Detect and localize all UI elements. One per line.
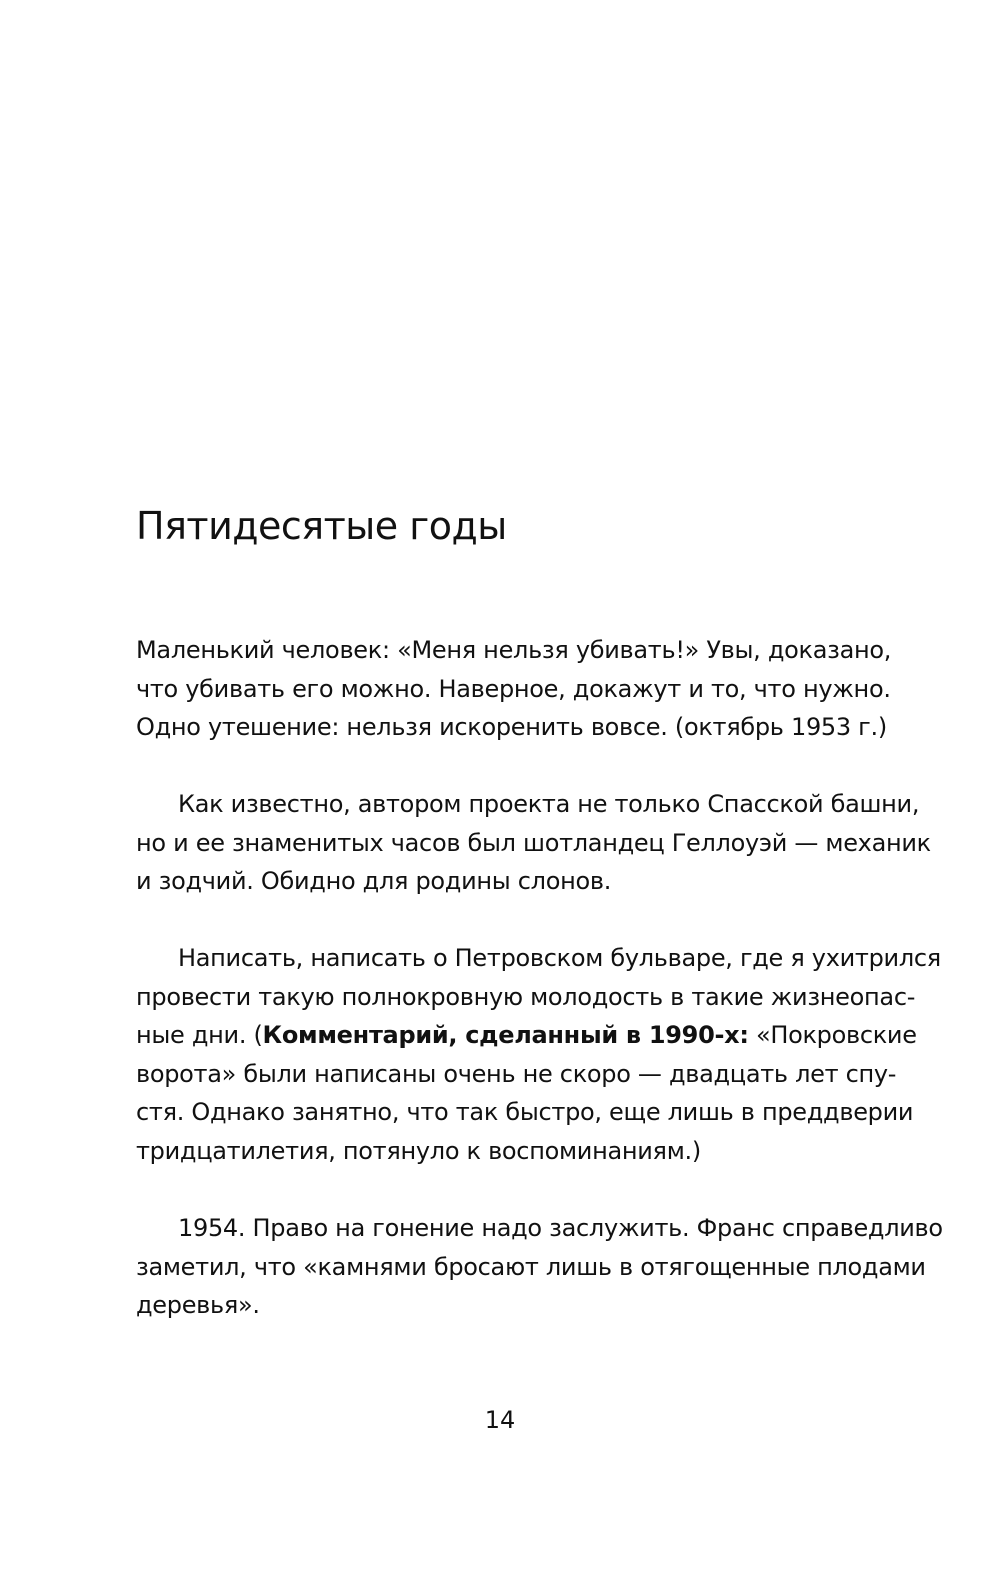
- paragraph-line: тридцатилетия, потянуло к воспоминаниям.): [136, 1136, 701, 1165]
- paragraph-line: ворота» были написаны очень не скоро — двадцать лет спу-: [136, 1059, 897, 1088]
- paragraph-line: что убивать его можно. Наверное, докажут и то, что нужно.: [136, 674, 891, 703]
- paragraph-line: Как известно, автором проекта не только Спасской башни,: [178, 790, 920, 818]
- paragraph-4: [136, 1209, 943, 1325]
- paragraph-3: [136, 939, 941, 1170]
- paragraph-line: Одно утешение: нельзя искоренить вовсе. (октябрь 1953 г.): [136, 713, 887, 741]
- page-number: 14: [484, 1406, 516, 1434]
- paragraph-line: но и ее знаменитых часов был шотландец Геллоуэй — механик: [136, 828, 931, 857]
- paragraph-line: 1954. Право на гонение надо заслужить. Франс справедливо: [178, 1214, 943, 1242]
- paragraph-2: [136, 785, 931, 901]
- paragraph-line: стя. Однако занятно, что так быстро, еще лишь в преддверии: [136, 1098, 914, 1126]
- paragraph-line: провести такую полнокровную молодость в такие жизнеопас-: [136, 982, 916, 1011]
- paragraph-line: Маленький человек: «Меня нельзя убивать!» Увы, доказано,: [136, 636, 892, 664]
- paragraph-line: Написать, написать о Петровском бульваре, где я ухитрился: [178, 944, 941, 972]
- paragraph-line-mixed: [136, 1016, 917, 1055]
- line-text-before-comment: ные дни. (: [136, 1021, 263, 1049]
- line-text-after-comment: «Покровские: [748, 1021, 917, 1049]
- paragraph-1: [136, 631, 892, 747]
- paragraph-line: деревья».: [136, 1291, 260, 1319]
- paragraph-line: заметил, что «камнями бросают лишь в отягощенные плодами: [136, 1252, 926, 1281]
- comment-label: Комментарий, сделанный в 1990-х:: [262, 1021, 749, 1049]
- paragraph-line: и зодчий. Обидно для родины слонов.: [136, 867, 612, 895]
- chapter-title: Пятидесятые годы: [136, 504, 507, 548]
